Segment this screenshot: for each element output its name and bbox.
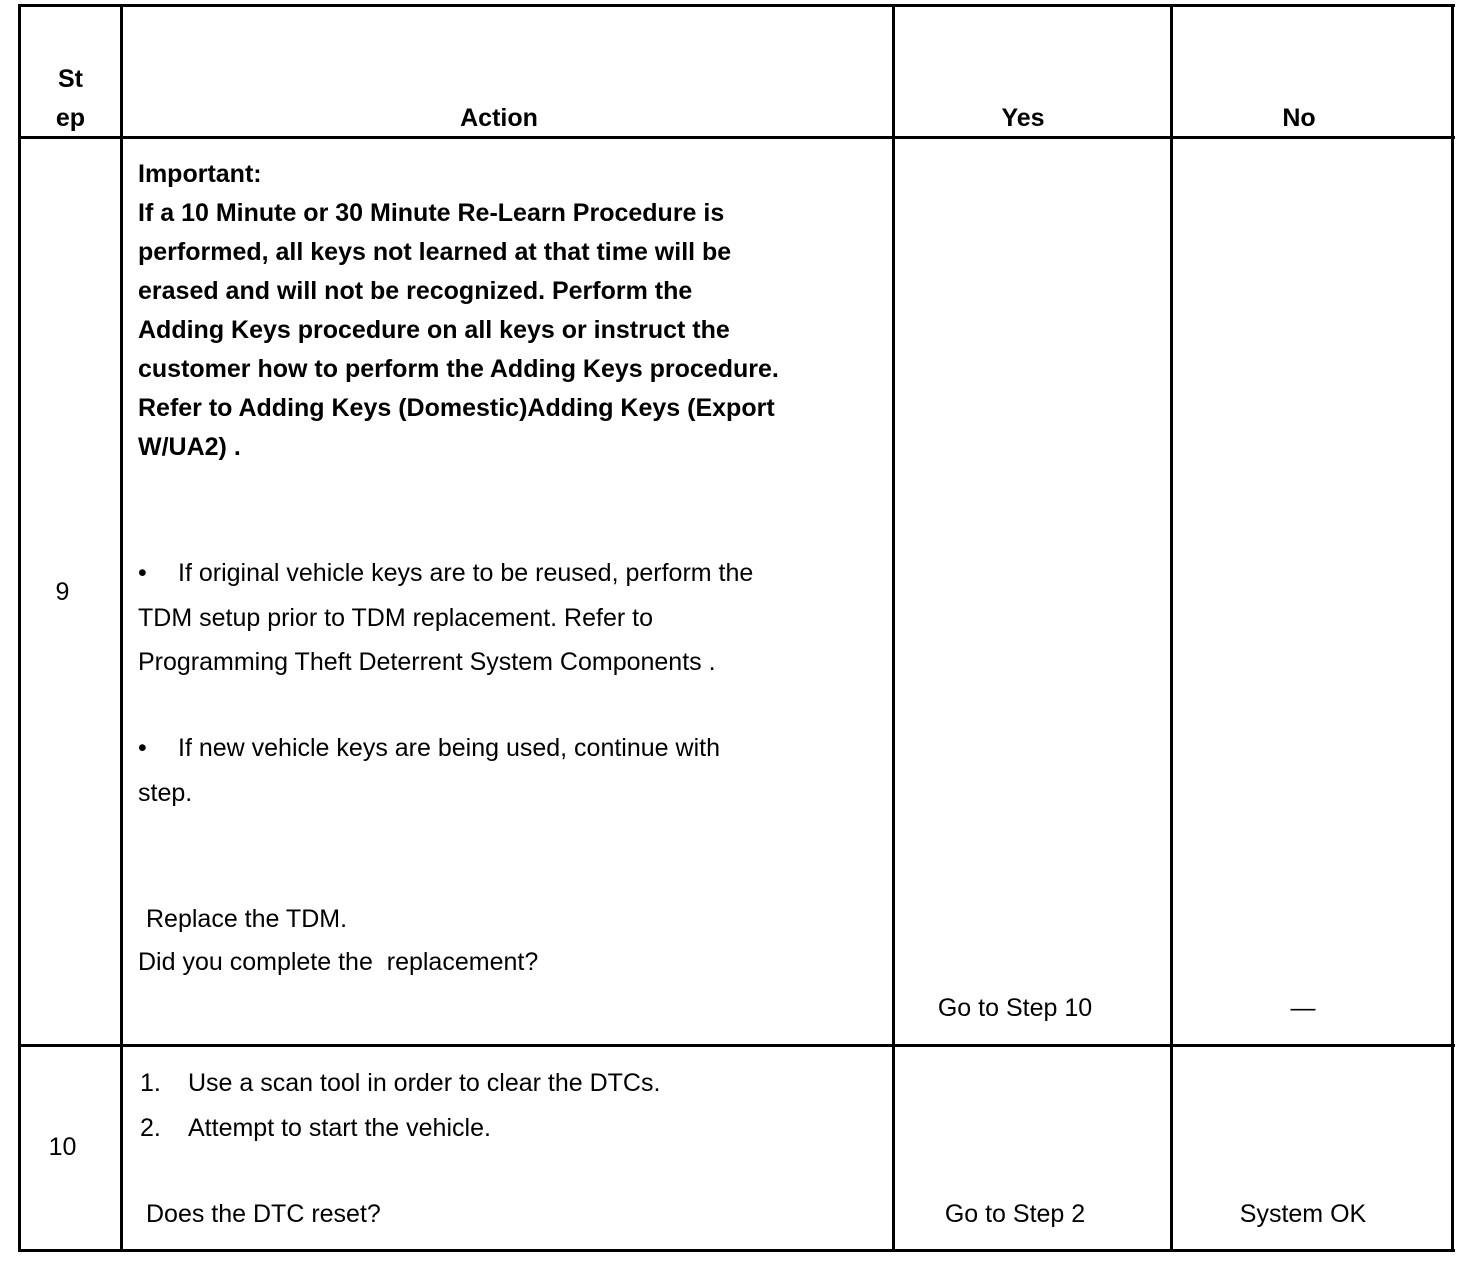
question-text: Did you complete the replacement? — [138, 948, 539, 976]
bullet-item — [138, 551, 753, 685]
step-column-divider — [120, 4, 123, 1252]
important-line: W/UA2) . — [138, 433, 241, 461]
list-item-number: 2. — [140, 1113, 161, 1142]
header-yes: Yes — [1001, 104, 1045, 132]
bullet-text: step. — [138, 778, 193, 807]
bullet-text: If new vehicle keys are being used, continue with — [178, 734, 720, 762]
header-action: Action — [460, 104, 538, 132]
step-number: 10 — [48, 1133, 77, 1161]
header-step-line2: ep — [55, 104, 86, 132]
list-item — [140, 1061, 660, 1106]
table-bottom-border — [18, 1249, 1455, 1252]
list-item-number: 1. — [140, 1069, 161, 1097]
bullet-icon: • — [138, 734, 147, 762]
yes-cell-text: Go to Step 2 — [944, 1200, 1086, 1228]
instruction-text: Replace the TDM. — [146, 905, 348, 933]
no-cell-text: — — [1290, 994, 1316, 1022]
row-9-bottom-border — [18, 1044, 1455, 1047]
table-right-border — [1451, 4, 1454, 1252]
important-label: Important: — [138, 160, 262, 188]
header-step-line1: St — [58, 65, 83, 93]
important-line: erased and will not be recognized. Perform the — [138, 277, 693, 305]
question-text: Does the DTC reset? — [146, 1200, 381, 1228]
action-column-divider — [892, 4, 895, 1252]
list-item-text: Use a scan tool in order to clear the DTCs. — [188, 1069, 661, 1097]
numbered-list — [140, 1061, 660, 1150]
bullet-text: Programming Theft Deterrent System Components . — [138, 648, 716, 676]
bullet-text: TDM setup prior to TDM replacement. Refer to — [138, 603, 653, 632]
list-item — [140, 1106, 660, 1151]
yes-column-divider — [1170, 4, 1173, 1252]
yes-cell-text: Go to Step 10 — [937, 994, 1093, 1022]
important-line: If a 10 Minute or 30 Minute Re-Learn Procedure is — [138, 199, 725, 227]
important-line: Refer to Adding Keys (Domestic)Adding Keys (Export — [138, 394, 775, 422]
important-line: Adding Keys procedure on all keys or instruct the — [138, 316, 730, 344]
bullet-icon: • — [138, 559, 147, 587]
header-no: No — [1282, 104, 1316, 132]
no-cell-text: System OK — [1239, 1200, 1367, 1228]
important-note — [138, 155, 868, 467]
table-left-border — [18, 4, 21, 1252]
important-line: customer how to perform the Adding Keys procedure. — [138, 355, 779, 383]
list-item-text: Attempt to start the vehicle. — [188, 1113, 491, 1142]
bullet-item — [138, 726, 720, 815]
important-line: performed, all keys not learned at that time will be — [138, 238, 732, 266]
step-number: 9 — [55, 578, 70, 606]
bullet-text: If original vehicle keys are to be reused, perform the — [178, 559, 754, 587]
table-top-border — [18, 4, 1455, 7]
